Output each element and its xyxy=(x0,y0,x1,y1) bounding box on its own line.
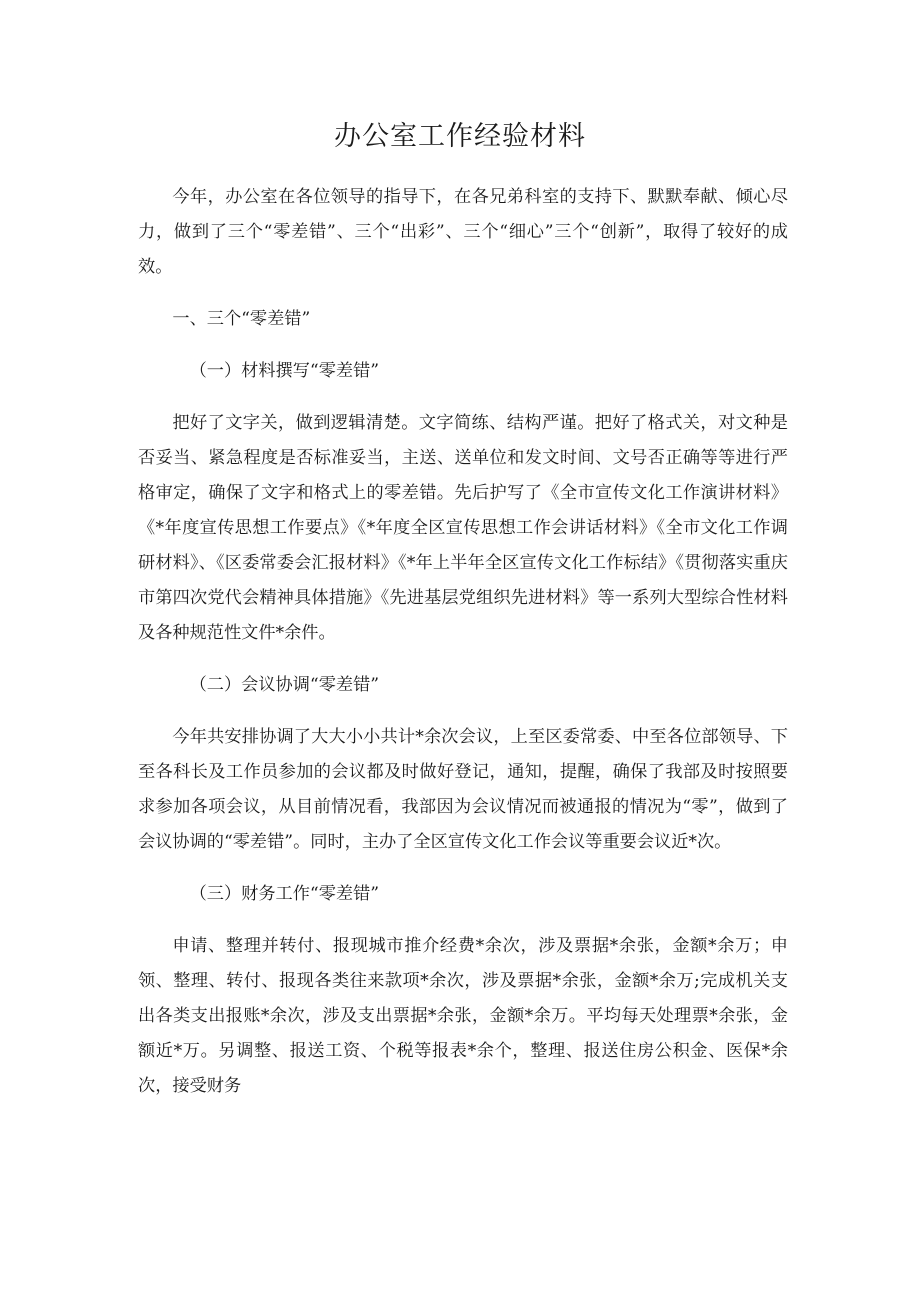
subsection-heading-1: （一）材料撰写“零差错” xyxy=(189,361,380,381)
subsection-heading-2: （二）会议协调“零差错” xyxy=(189,675,380,695)
document-title: 办公室工作经验材料 xyxy=(334,121,586,152)
document-body xyxy=(138,180,788,1104)
section-heading-1: 一、三个“零差错” xyxy=(172,309,311,329)
subsection-paragraph-3: 申请、整理并转付、报现城市推介经费*余次，涉及票据*余张，金额*余万；申领、整理、转付、报现各类往来款项*余次，涉及票据*余张，金额*余万;完成机关支出各类支出报账*余次，涉及支出票据*余张，金额*余万。平均每天处理票*余张，金额近*万。另调整、报送工资、个税等报表*余个，整理、报送住房公积金、医保*余次，接受财务 xyxy=(138,936,788,1096)
subsection-paragraph-2: 今年共安排协调了大大小小共计*余次会议，上至区委常委、中至各位部领导、下至各科长及工作员参加的会议都及时做好登记，通知，提醒，确保了我部及时按照要求参加各项会议，从目前情况看，我部因为会议情况而被通报的情况为“零”，做到了会议协调的“零差错”。同时，主办了全区宣传文化工作会议等重要会议近*次。 xyxy=(138,727,788,852)
subsection-paragraph-1: 把好了文字关，做到逻辑清楚。文字简练、结构严谨。把好了格式关，对文种是否妥当、紧急程度是否标准妥当，主送、送单位和发文时间、文号否正确等等进行严格审定，确保了文字和格式上的零差错。先后护写了《全市宣传文化工作演讲材料》《*年度宣传思想工作要点》《*年度全区宣传思想工作会讲话材料》《全市文化工作调研材料》、《区委常委会汇报材料》《*年上半年全区宣传文化工作标结》《贯彻落实重庆市第四次党代会精神具体措施》《先进基层党组织先进材料》等一系列大型综合性材料及各种规范性文件*余件。 xyxy=(138,413,788,643)
intro-paragraph: 今年，办公室在各位领导的指导下，在各兄弟科室的支持下、默默奉献、倾心尽力，做到了三个“零差错”、三个“出彩”、三个“细心”三个“创新”，取得了较好的成效。 xyxy=(138,187,788,277)
subsection-heading-3: （三）财务工作“零差错” xyxy=(189,884,380,904)
